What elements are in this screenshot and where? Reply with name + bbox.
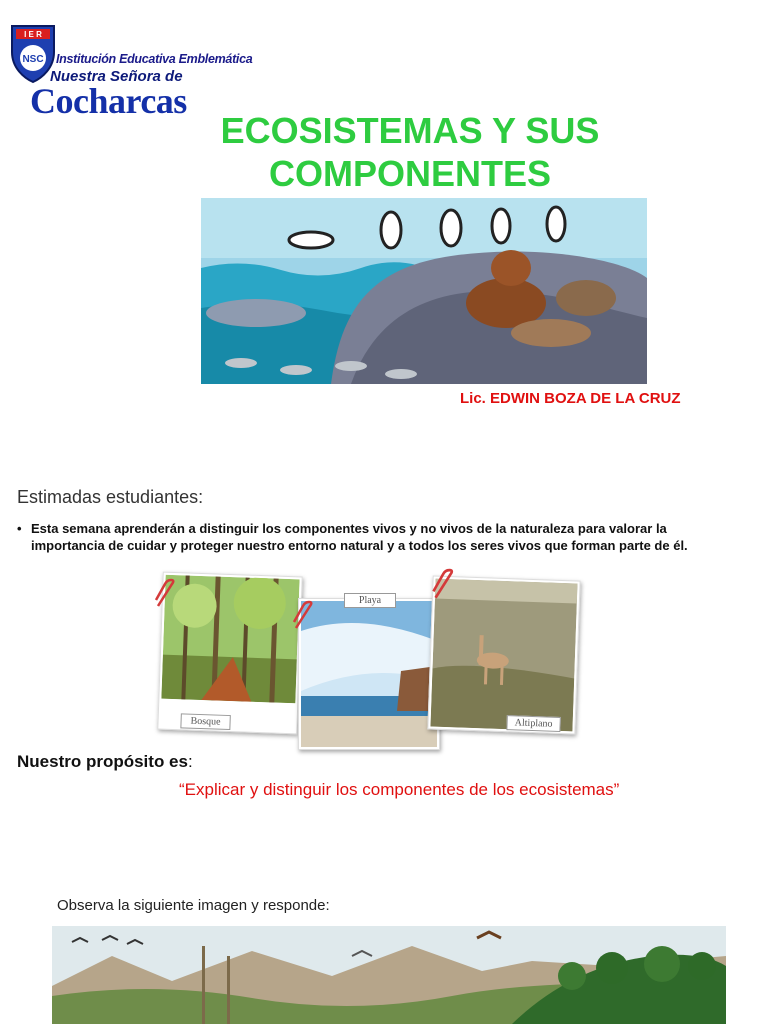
photo-bosque (157, 572, 302, 735)
intro-paragraph: Esta semana aprenderán a distinguir los componentes vivos y no vivos de la naturaleza para valorar la importancia de cuidar y proteger nuestro entorno natural y a todos los seres vivos que forman parte de él. (31, 521, 688, 553)
page-title-line-1: ECOSISTEMAS Y SUS (220, 110, 600, 151)
purpose-quote: “Explicar y distinguir los componentes de los ecosistemas” (179, 780, 620, 799)
institution-name: Cocharcas (30, 81, 187, 121)
institution-line-1: Institución Educativa Emblemática (56, 52, 253, 66)
beach-image (301, 601, 437, 747)
caption-altiplano: Altiplano (506, 715, 560, 732)
institution-line-2: Nuestra Señora de (50, 68, 183, 85)
greeting-text: Estimadas estudiantes: (17, 487, 204, 507)
caption-bosque: Bosque (180, 713, 230, 730)
intro-bullet (17, 520, 717, 554)
observe-instruction: Observa la siguiente imagen y responde: (57, 897, 330, 914)
purpose-label-text: Nuestro propósito es (17, 752, 188, 771)
landscape-illustration (52, 926, 726, 1024)
paperclip-icon (428, 568, 458, 602)
page-title-line-2: COMPONENTES (268, 153, 552, 194)
forest-image (161, 575, 299, 704)
photo-playa (298, 595, 440, 750)
caption-playa: Playa (344, 593, 396, 608)
purpose-colon: : (187, 752, 193, 771)
shield-monogram: NSC (22, 54, 44, 65)
purpose-label (17, 752, 193, 772)
paperclip-icon (290, 600, 316, 632)
marine-ecosystem-illustration (201, 198, 647, 384)
shield-letters: I E R (24, 30, 42, 39)
bullet-marker: • (17, 521, 22, 536)
paperclip-icon (152, 578, 178, 610)
author-name: Lic. EDWIN BOZA DE LA CRUZ (460, 390, 681, 407)
